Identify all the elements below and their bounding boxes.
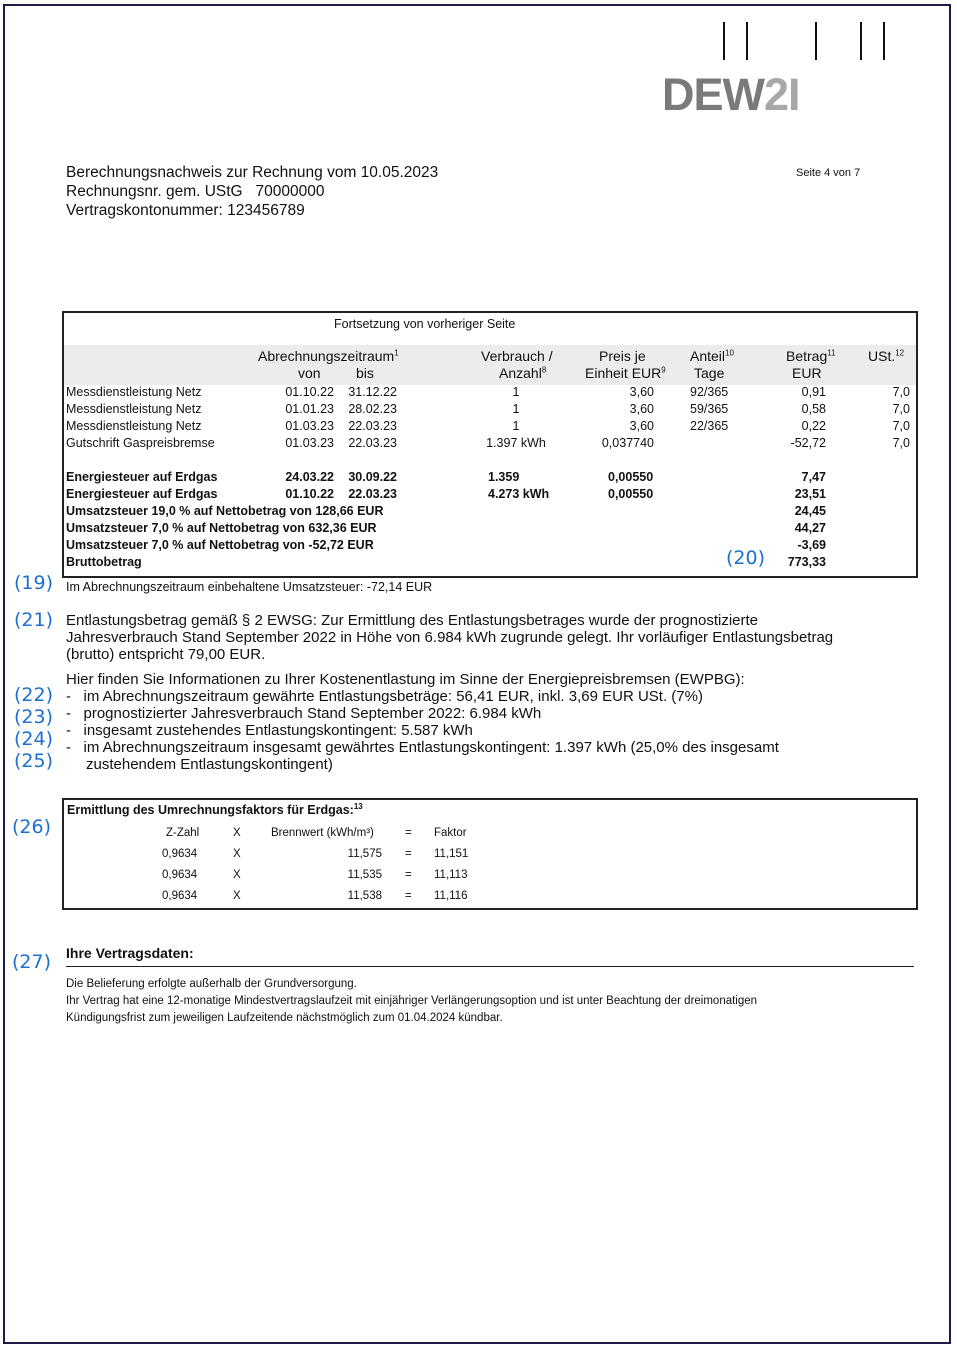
annotation-24: (24) xyxy=(14,728,54,750)
row-usage: 1 xyxy=(512,385,520,399)
row-label: Messdienstleistung Netz xyxy=(66,402,202,416)
summary-bis: 30.09.22 xyxy=(348,470,397,484)
header-share: Anteil$^{10}$ xyxy=(690,348,734,364)
summary-label: Umsatzsteuer 7,0 % auf Nettobetrag von 632,36 EUR xyxy=(66,521,377,535)
row-bis: 28.02.23 xyxy=(348,402,397,416)
conv-z: 0,9634 xyxy=(162,869,198,881)
summary-price: 0,00550 xyxy=(608,470,654,484)
row-price: 0,037740 xyxy=(601,436,654,450)
relief-text-line2: Jahresverbrauch Stand September 2022 in Höhe von 6.984 kWh zugrunde gelegt. Ihr vorläufiger Entlastungsbetrag xyxy=(66,629,834,646)
conv-brennwert: 11,538 xyxy=(347,890,382,902)
header-price-2: Einheit EUR$^9$ xyxy=(585,365,666,381)
header-von: von xyxy=(298,365,321,381)
row-vat: 7,0 xyxy=(892,436,910,450)
row-bis: 22.03.23 xyxy=(348,436,397,450)
logo-text-i: I xyxy=(788,69,800,120)
logo-text-2: 2 xyxy=(764,69,789,120)
conv-z: 0,9634 xyxy=(162,890,198,902)
logo-barcode-lines xyxy=(720,22,890,62)
row-vat: 7,0 xyxy=(892,402,910,416)
contract-line2: Ihr Vertrag hat eine 12-monatige Mindestvertragslaufzeit mit einjähriger Verlängerungsoption und ist unter Beachtung der dreimonatigen xyxy=(66,995,758,1007)
row-label: Messdienstleistung Netz xyxy=(66,419,202,433)
row-usage: 1.397 kWh xyxy=(486,436,546,450)
info-item: - insgesamt zustehendes Entlastungskontingent: 5.587 kWh xyxy=(66,722,473,739)
header-usage: Verbrauch / xyxy=(481,348,553,364)
info-item: - im Abrechnungszeitraum insgesamt gewährtes Entlastungskontingent: 1.397 kWh (25,0% des insgesamt xyxy=(66,739,779,756)
info-item: - prognostizierter Jahresverbrauch Stand September 2022: 6.984 kWh xyxy=(66,705,542,722)
conv-header-x: X xyxy=(233,827,241,839)
info-intro: Hier finden Sie Informationen zu Ihrer Kostenentlastung im Sinne der Energiepreisbremsen (EWPBG): xyxy=(66,671,745,688)
row-share: 92/365 xyxy=(690,385,729,399)
conversion-factor-box xyxy=(62,798,918,910)
header-amount: Betrag$^{11}$ xyxy=(786,348,836,364)
invoice-number: Rechnungsnr. gem. UStG 70000000 xyxy=(66,183,325,200)
relief-text-line1: Entlastungsbetrag gemäß § 2 EWSG: Zur Ermittlung des Entlastungsbetrages wurde der prognostizierte xyxy=(66,612,759,629)
header-title: Berechnungsnachweis zur Rechnung vom 10.05.2023 xyxy=(66,164,439,181)
conv-x: X xyxy=(233,848,241,860)
conv-z: 0,9634 xyxy=(162,848,198,860)
summary-usage: 4.273 kWh xyxy=(488,487,550,501)
annotation-23: (23) xyxy=(14,706,54,728)
conv-brennwert: 11,535 xyxy=(347,869,382,881)
row-vat: 7,0 xyxy=(892,419,910,433)
row-price: 3,60 xyxy=(629,402,654,416)
summary-von: 01.10.22 xyxy=(285,487,334,501)
conversion-title: Ermittlung des Umrechnungsfaktors für Erdgas:$^{13}$ xyxy=(67,801,363,817)
annotation-22: (22) xyxy=(14,684,54,706)
row-label: Messdienstleistung Netz xyxy=(66,385,202,399)
contract-title: Ihre Vertragsdaten: xyxy=(66,945,194,961)
header-price: Preis je xyxy=(599,348,646,364)
annotation-26: (26) xyxy=(12,816,52,838)
summary-label: Bruttobetrag xyxy=(66,555,142,569)
contract-line1: Die Belieferung erfolgte außerhalb der Grundversorgung. xyxy=(66,978,357,990)
row-amount: -52,72 xyxy=(790,436,826,450)
info-item-continuation: zustehendem Entlastungskontingent) xyxy=(86,756,333,773)
summary-label: Umsatzsteuer 7,0 % auf Nettobetrag von -52,72 EUR xyxy=(66,538,374,552)
conv-faktor: 11,113 xyxy=(434,869,468,881)
row-share: 59/365 xyxy=(690,402,729,416)
dew21-logo xyxy=(662,69,800,120)
summary-label: Umsatzsteuer 19,0 % auf Nettobetrag von 128,66 EUR xyxy=(66,504,384,518)
row-price: 3,60 xyxy=(629,419,654,433)
row-bis: 31.12.22 xyxy=(348,385,397,399)
row-von: 01.10.22 xyxy=(285,385,334,399)
header-share-2: Tage xyxy=(694,365,725,381)
row-usage: 1 xyxy=(512,402,520,416)
relief-text-line3: (brutto) entspricht 79,00 EUR. xyxy=(66,646,266,663)
page-indicator: Seite 4 von 7 xyxy=(796,167,861,179)
summary-amount: 24,45 xyxy=(794,504,826,518)
row-label: Gutschrift Gaspreisbremse xyxy=(66,436,215,450)
header-usage-2: Anzahl$^8$ xyxy=(499,365,547,381)
row-share: 22/365 xyxy=(690,419,729,433)
annotation-20: (20) xyxy=(726,547,766,569)
info-item: - im Abrechnungszeitraum gewährte Entlastungsbeträge: 56,41 EUR, inkl. 3,69 EUR USt. (7%) xyxy=(66,688,703,705)
summary-label: Energiesteuer auf Erdgas xyxy=(66,470,218,484)
header-amount-2: EUR xyxy=(792,365,822,381)
annotation-19: (19) xyxy=(14,572,54,594)
summary-von: 24.03.22 xyxy=(285,470,334,484)
conv-eq: = xyxy=(405,890,412,902)
summary-usage: 1.359 xyxy=(488,470,520,484)
row-price: 3,60 xyxy=(629,385,654,399)
header-bis: bis xyxy=(356,365,374,381)
conv-faktor: 11,151 xyxy=(434,848,469,860)
row-amount: 0,91 xyxy=(801,385,826,399)
contract-divider xyxy=(66,966,914,967)
contract-account-number: Vertragskontonummer: 123456789 xyxy=(66,202,305,219)
contract-line3: Kündigungsfrist zum jeweiligen Laufzeitende nächstmöglich zum 01.04.2024 kündbar. xyxy=(66,1012,503,1024)
conv-header-faktor: Faktor xyxy=(434,827,467,839)
annotation-21: (21) xyxy=(14,609,54,631)
billing-table xyxy=(62,311,918,578)
annotation-27: (27) xyxy=(12,951,52,973)
summary-label: Energiesteuer auf Erdgas xyxy=(66,487,218,501)
continuation-note: Fortsetzung von vorheriger Seite xyxy=(334,317,516,331)
header-period: Abrechnungszeitraum$^1$ xyxy=(258,348,399,364)
logo-text: DEW xyxy=(662,69,764,120)
conv-header-brennwert: Brennwert (kWh/m³) xyxy=(271,827,374,839)
row-bis: 22.03.23 xyxy=(348,419,397,433)
conv-header-eq: = xyxy=(405,827,412,839)
conv-faktor: 11,116 xyxy=(434,890,468,902)
summary-amount: 23,51 xyxy=(794,487,826,501)
row-von: 01.03.23 xyxy=(285,419,334,433)
summary-amount: 7,47 xyxy=(801,470,826,484)
summary-bis: 22.03.23 xyxy=(348,487,397,501)
row-amount: 0,58 xyxy=(801,402,826,416)
conv-eq: = xyxy=(405,869,412,881)
row-von: 01.01.23 xyxy=(285,402,334,416)
header-vat: USt.$^{12}$ xyxy=(868,348,905,364)
row-von: 01.03.23 xyxy=(285,436,334,450)
row-amount: 0,22 xyxy=(801,419,826,433)
row-usage: 1 xyxy=(512,419,520,433)
retained-vat-note: Im Abrechnungszeitraum einbehaltene Umsatzsteuer: -72,14 EUR xyxy=(66,580,433,594)
conv-eq: = xyxy=(405,848,412,860)
conv-x: X xyxy=(233,890,241,902)
conv-header-z: Z-Zahl xyxy=(166,827,200,839)
summary-price: 0,00550 xyxy=(608,487,654,501)
summary-amount: 773,33 xyxy=(787,555,826,569)
conv-brennwert: 11,575 xyxy=(347,848,382,860)
summary-amount: 44,27 xyxy=(794,521,826,535)
conv-x: X xyxy=(233,869,241,881)
summary-amount: -3,69 xyxy=(797,538,826,552)
row-vat: 7,0 xyxy=(892,385,910,399)
annotation-25: (25) xyxy=(14,750,54,772)
